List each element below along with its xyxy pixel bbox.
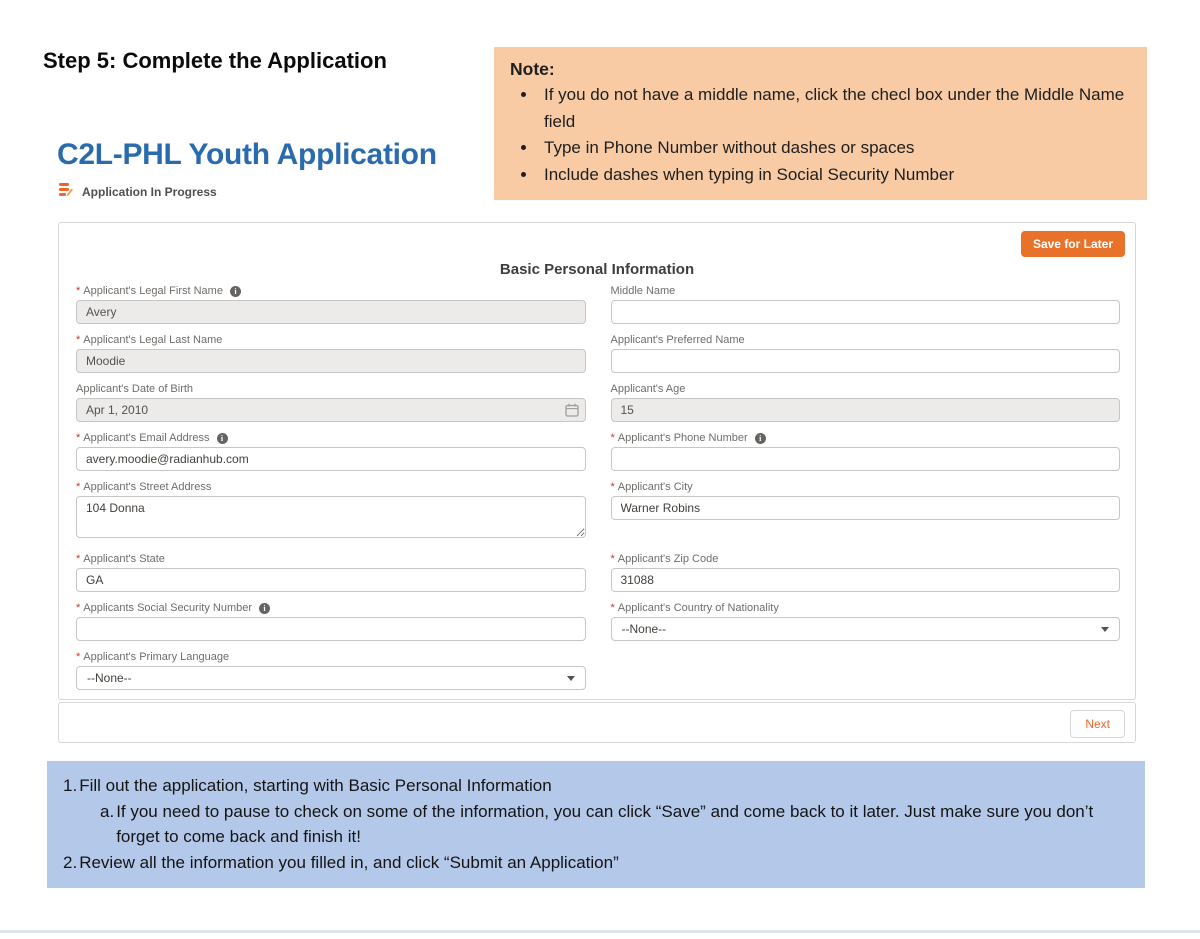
instruction-text: Fill out the application, starting with Basic Personal Information (79, 776, 552, 795)
field-zip-code (611, 552, 1121, 592)
field-email (76, 431, 586, 471)
field-label (611, 601, 1121, 615)
ssn-input[interactable] (76, 617, 586, 641)
save-for-later-button[interactable]: Save for Later (1021, 231, 1125, 257)
field-label-text: Applicant's State (83, 553, 165, 565)
instruction-marker: a. (100, 801, 115, 821)
required-marker: * (76, 651, 81, 663)
application-form-card (58, 222, 1136, 700)
field-middle-name (611, 284, 1121, 324)
field-label-text: Applicant's Street Address (83, 481, 212, 493)
field-label-text: Applicant's Preferred Name (610, 334, 745, 346)
primary-language-select[interactable] (76, 666, 586, 690)
application-status (57, 181, 217, 203)
instruction-marker: 1. (63, 776, 78, 795)
email-input[interactable] (76, 447, 586, 471)
field-label-text: Applicant's Legal Last Name (83, 334, 223, 346)
required-marker: * (76, 334, 81, 346)
instructions-callout (47, 761, 1145, 888)
field-label (611, 431, 1121, 445)
app-title: C2L-PHL Youth Application (57, 138, 437, 171)
field-label-text: Applicant's City (617, 481, 693, 493)
required-marker: * (76, 285, 81, 297)
field-label-text: Applicant's Phone Number (617, 432, 748, 444)
city-input[interactable] (611, 496, 1121, 520)
field-label (76, 284, 586, 298)
field-country-of-nationality (611, 601, 1121, 641)
note-callout (494, 47, 1147, 200)
instruction-subitem (100, 799, 1123, 850)
required-marker: * (610, 602, 615, 614)
required-marker: * (76, 481, 81, 493)
field-legal-last-name (76, 333, 586, 373)
required-marker: * (610, 553, 615, 565)
field-state (76, 552, 586, 592)
instruction-text: If you need to pause to check on some of the information, you can click “Save” and come back to it later. Just make sure you don’t forget to come back and finish it! (116, 801, 1094, 846)
application-in-progress-icon (57, 181, 74, 203)
field-label-text: Applicant's Primary Language (83, 651, 230, 663)
field-label-text: Applicant's Email Address (83, 432, 210, 444)
field-city (611, 480, 1121, 543)
field-label-text: Middle Name (610, 285, 676, 297)
required-marker: * (76, 553, 81, 565)
primary-language-select-value: --None-- (87, 671, 132, 685)
street-address-textarea[interactable] (76, 496, 586, 538)
field-label (76, 431, 586, 445)
field-label (611, 552, 1121, 566)
age-input (611, 398, 1121, 422)
info-icon[interactable]: i (217, 433, 228, 444)
field-label-text: Applicants Social Security Number (83, 602, 253, 614)
country-select[interactable] (611, 617, 1121, 641)
section-title: Basic Personal Information (499, 261, 695, 278)
field-label-text: Applicant's Date of Birth (76, 383, 194, 395)
required-marker: * (610, 481, 615, 493)
field-label (611, 382, 1121, 396)
field-age (611, 382, 1121, 422)
instruction-item (63, 773, 1123, 799)
field-phone (611, 431, 1121, 471)
note-bullet-list (510, 82, 1129, 188)
field-grid (76, 284, 1120, 690)
preferred-name-input[interactable] (611, 349, 1121, 373)
note-bullet: • Include dashes when typing in Social Security Number (538, 162, 1129, 189)
field-label (76, 333, 586, 347)
middle-name-input[interactable] (611, 300, 1121, 324)
field-label (611, 284, 1121, 298)
zip-code-input[interactable] (611, 568, 1121, 592)
field-label-text: Applicant's Country of Nationality (617, 602, 779, 614)
required-marker: * (610, 432, 615, 444)
field-label-text: Applicant's Zip Code (617, 553, 719, 565)
field-label (76, 382, 586, 396)
required-marker: * (76, 432, 81, 444)
field-label (76, 650, 586, 664)
required-marker: * (76, 602, 81, 614)
field-label-text: Applicant's Legal First Name (83, 285, 223, 297)
field-legal-first-name (76, 284, 586, 324)
field-label (76, 480, 586, 494)
phone-input[interactable] (611, 447, 1121, 471)
note-bullet: • If you do not have a middle name, click the checl box under the Middle Name field (538, 82, 1129, 135)
instruction-text: Review all the information you filled in, and click “Submit an Application” (79, 852, 619, 872)
field-label (611, 333, 1121, 347)
instruction-item (63, 850, 1123, 876)
info-icon[interactable]: i (230, 286, 241, 297)
country-select-value: --None-- (621, 622, 667, 636)
field-date-of-birth (76, 382, 586, 422)
info-icon[interactable]: i (259, 603, 270, 614)
instruction-marker: 2. (63, 852, 78, 872)
note-bullet: • Type in Phone Number without dashes or spaces (538, 135, 1129, 162)
info-icon[interactable]: i (755, 433, 766, 444)
chevron-down-icon (1101, 627, 1109, 632)
next-button[interactable]: Next (1070, 710, 1125, 738)
field-primary-language (76, 650, 586, 690)
page-title: Step 5: Complete the Application (43, 48, 387, 73)
legal-last-name-input (76, 349, 586, 373)
field-label (76, 601, 586, 615)
chevron-down-icon (567, 676, 575, 681)
note-heading: Note: (510, 59, 555, 79)
calendar-icon (565, 403, 579, 417)
field-label (76, 552, 586, 566)
field-label-text: Applicant's Age (610, 383, 686, 395)
application-status-label: Application In Progress (82, 185, 217, 199)
field-ssn (76, 601, 586, 641)
date-of-birth-input (76, 398, 586, 422)
empty-grid-cell (611, 650, 1121, 690)
page-bottom-divider (0, 930, 1200, 933)
legal-first-name-input (76, 300, 586, 324)
form-footer-bar (58, 702, 1136, 743)
field-label (611, 480, 1121, 494)
state-input[interactable] (76, 568, 586, 592)
field-preferred-name (611, 333, 1121, 373)
field-street-address (76, 480, 586, 543)
